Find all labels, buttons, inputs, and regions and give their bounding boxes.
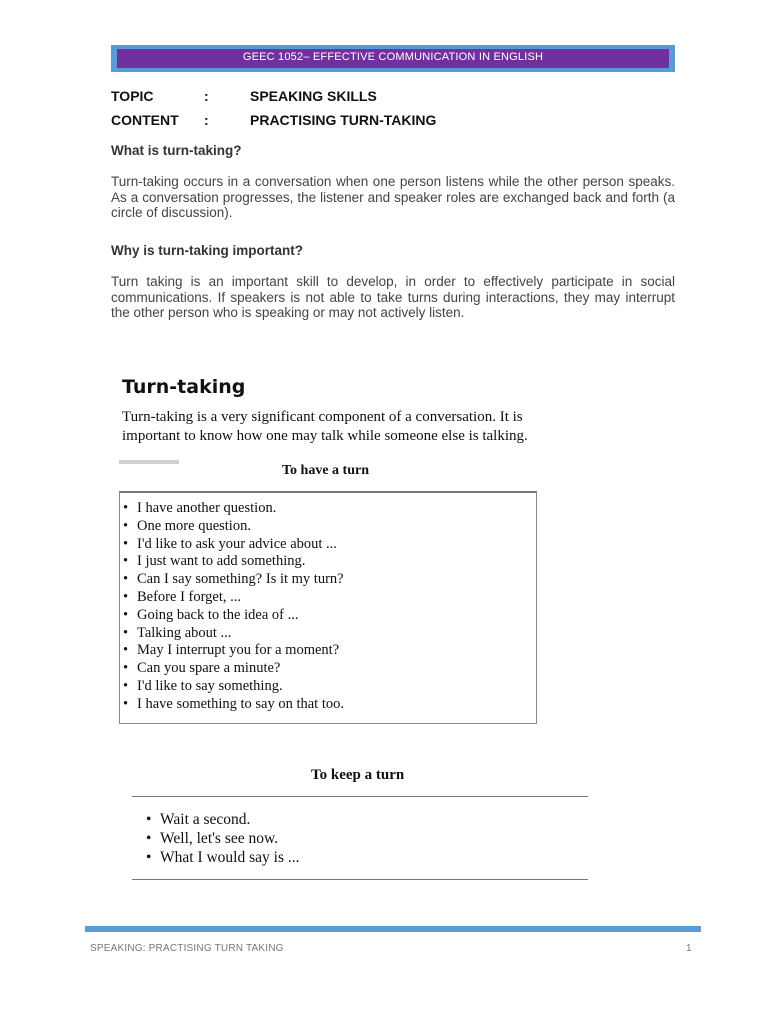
list-item: • Going back to the idea of ... — [137, 607, 344, 625]
section-body-why: Turn taking is an important skill to develop, in order to effectively participate in social communications. If speakers is not able to take turns during interactions, they may interrupt the other person who is speaking or may not actively listen. — [111, 274, 675, 320]
course-title: GEEC 1052– EFFECTIVE COMMUNICATION IN ENGLISH — [117, 49, 669, 68]
list-item: • One more question. — [137, 518, 344, 536]
topic-separator: : — [204, 88, 209, 104]
list-item: • I just want to add something. — [137, 553, 344, 571]
list-item: • I have another question. — [137, 500, 344, 518]
list-item: • What I would say is ... — [160, 848, 299, 867]
footer-rule — [85, 926, 701, 932]
list-item: • Well, let's see now. — [160, 829, 299, 848]
keep-turn-heading: To keep a turn — [311, 767, 405, 783]
scan-artifact — [119, 460, 179, 464]
content-separator: : — [204, 112, 209, 128]
list-item: • I'd like to ask your advice about ... — [137, 536, 344, 554]
list-item: • Before I forget, ... — [137, 589, 344, 607]
list-item: • Can you spare a minute? — [137, 660, 344, 678]
content-label: CONTENT — [111, 112, 179, 128]
have-turn-heading: To have a turn — [282, 463, 370, 478]
topic-value: SPEAKING SKILLS — [250, 88, 377, 104]
course-header-bar — [111, 45, 675, 72]
list-item: • I'd like to say something. — [137, 678, 344, 696]
have-turn-list — [137, 500, 344, 714]
list-item: • I have something to say on that too. — [137, 696, 344, 714]
list-item: • Wait a second. — [160, 810, 299, 829]
excerpt-intro: Turn-taking is a very significant component of a conversation. It is important to know how one may talk while someone else is talking. — [122, 409, 528, 444]
list-item: • Talking about ... — [137, 625, 344, 643]
topic-label: TOPIC — [111, 88, 154, 104]
list-item: • May I interrupt you for a moment? — [137, 642, 344, 660]
section-heading-why: Why is turn-taking important? — [111, 243, 303, 258]
section-body-what: Turn-taking occurs in a conversation when one person listens while the other person speaks. As a conversation progresses, the listener and speaker roles are exchanged back and forth (a circle of discussion). — [111, 174, 675, 220]
page-number: 1 — [686, 943, 692, 954]
list-item: • Can I say something? Is it my turn? — [137, 571, 344, 589]
content-value: PRACTISING TURN-TAKING — [250, 112, 437, 128]
footer-title: SPEAKING: PRACTISING TURN TAKING — [90, 943, 284, 954]
excerpt-title: Turn-taking — [122, 376, 246, 398]
keep-turn-list — [160, 810, 299, 867]
section-heading-what: What is turn-taking? — [111, 143, 242, 158]
scanned-excerpt — [111, 362, 591, 892]
